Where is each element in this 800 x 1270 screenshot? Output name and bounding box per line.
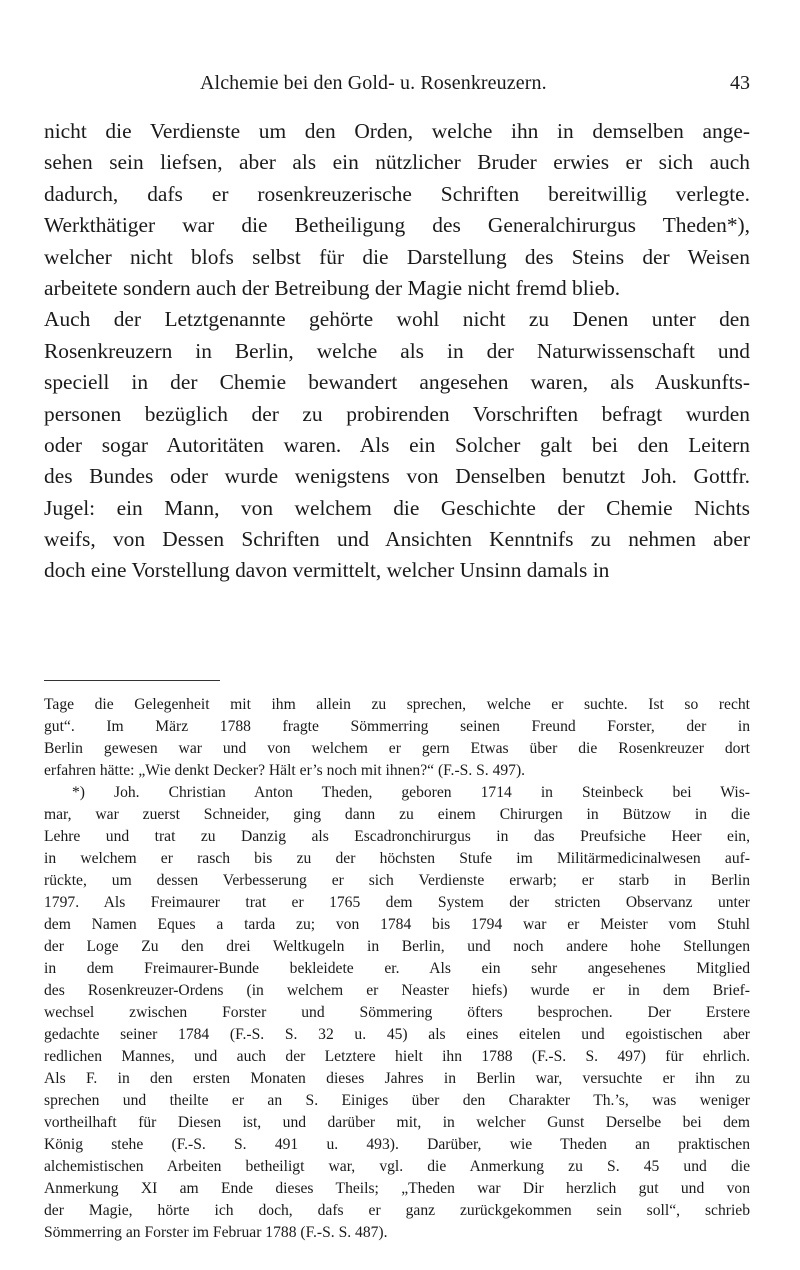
footnote-line: der Loge Zu den drei Weltkugeln in Berlin, und noch andere hohe Stellungen <box>44 938 750 955</box>
text-line: Werkthätiger war die Betheiligung des Generalchirurgus Theden*), <box>44 213 750 238</box>
footnote-line: des Rosenkreuzer-Ordens (in welchem er Neaster hiefs) wurde er in dem Brief- <box>44 982 750 999</box>
footnote-line: redlichen Mannes, und auch der Letztere hielt ihn 1788 (F.-S. S. 497) für ehrlich. <box>44 1048 750 1065</box>
footnote-line: *) Joh. Christian Anton Theden, geboren 1714 in Steinbeck bei Wis- <box>72 784 750 801</box>
footnote-line: vortheilhaft für Diesen ist, und darüber mit, in welcher Gunst Derselbe bei dem <box>44 1114 750 1131</box>
footnote-line: dem Namen Eques a tarda zu; von 1784 bis 1794 war er Meister vom Stuhl <box>44 916 750 933</box>
text-line: dadurch, dafs er rosenkreuzerische Schriften bereitwillig verlegte. <box>44 181 750 206</box>
text-line: speciell in der Chemie bewandert angesehen waren, als Auskunfts- <box>44 370 750 395</box>
footnote-line: König stehe (F.-S. S. 491 u. 493). Darüber, wie Theden an praktischen <box>44 1136 750 1153</box>
footnote-line: 1797. Als Freimaurer trat er 1765 dem System der stricten Observanz unter <box>44 894 750 911</box>
footnote-line: alchemistischen Arbeiten betheiligt war, vgl. die Anmerkung zu S. 45 und die <box>44 1158 750 1175</box>
main-text <box>44 116 750 587</box>
footnote-line: Lehre und trat zu Danzig als Escadronchirurgus in das Preufsiche Heer ein, <box>44 828 750 845</box>
footnote-line: mar, war zuerst Schneider, ging dann zu einem Chirurgen in Bützow in die <box>44 806 750 823</box>
text-line: des Bundes oder wurde wenigstens von Denselben benutzt Joh. Gottfr. <box>44 464 750 489</box>
footnote-line: sprechen und theilte er an S. Einiges über den Charakter Th.’s, was weniger <box>44 1092 750 1109</box>
text-line: Auch der Letztgenannte gehörte wohl nicht zu Denen unter den <box>44 307 750 332</box>
page-number: 43 <box>730 72 750 94</box>
footnote-separator <box>44 680 220 681</box>
footnote-line: in dem Freimaurer-Bunde bekleidete er. Als ein sehr angesehenes Mitglied <box>44 960 750 977</box>
text-line: Rosenkreuzern in Berlin, welche als in der Naturwissenschaft und <box>44 338 750 363</box>
footnote-line: wechsel zwischen Forster und Sömmering öfters besprochen. Der Erstere <box>44 1004 750 1021</box>
running-title: Alchemie bei den Gold- u. Rosenkreuzern. <box>200 72 547 94</box>
footnote-line: rückte, um dessen Verbesserung er sich Verdienste erwarb; er starb in Berlin <box>44 872 750 889</box>
text-line: oder sogar Autoritäten waren. Als ein Solcher galt bei den Leitern <box>44 432 750 457</box>
text-line: arbeitete sondern auch der Betreibung der Magie nicht fremd blieb. <box>44 275 621 300</box>
text-line: nicht die Verdienste um den Orden, welche ihn in demselben ange- <box>44 119 750 143</box>
footnotes <box>44 694 750 1244</box>
footnote-line: gut“. Im März 1788 fragte Sömmerring seinen Freund Forster, der in <box>44 718 750 735</box>
text-line: Jugel: ein Mann, von welchem die Geschichte der Chemie Nichts <box>44 495 750 520</box>
text-line: sehen sein liefsen, aber als ein nützlicher Bruder erwies er sich auch <box>44 150 750 175</box>
footnote-line: Berlin gewesen war und von welchem er gern Etwas über die Rosenkreuzer dort <box>44 740 750 757</box>
footnote-line: Als F. in den ersten Monaten dieses Jahres in Berlin war, versuchte er ihn zu <box>44 1070 750 1087</box>
text-line: personen bezüglich der zu probirenden Vorschriften befragt wurden <box>44 401 750 426</box>
footnote-line: der Magie, hörte ich doch, dafs er ganz zurückgekommen sein soll“, schrieb <box>44 1202 750 1219</box>
text-line: welcher nicht blofs selbst für die Darstellung des Steins der Weisen <box>44 244 750 269</box>
footnote-line: gedachte seiner 1784 (F.-S. S. 32 u. 45) als eines eitelen und egoistischen aber <box>44 1026 750 1043</box>
running-header <box>160 72 750 102</box>
footnote-line: Tage die Gelegenheit mit ihm allein zu sprechen, welche er suchte. Ist so recht <box>44 696 750 713</box>
text-line: doch eine Vorstellung davon vermittelt, welcher Unsinn damals in <box>44 558 610 583</box>
text-line: weifs, von Dessen Schriften und Ansichten Kenntnifs zu nehmen aber <box>44 527 750 552</box>
footnote-line: erfahren hätte: „Wie denkt Decker? Hält er’s noch mit ihnen?“ (F.-S. S. 497). <box>44 762 526 779</box>
footnote-line: Sömmerring an Forster im Februar 1788 (F.-S. S. 487). <box>44 1224 388 1241</box>
footnote-line: in welchem er rasch bis zu der höchsten Stufe im Militärmedicinalwesen auf- <box>44 850 750 867</box>
footnote-line: Anmerkung XI am Ende dieses Theils; „Theden war Dir herzlich gut und von <box>44 1180 750 1197</box>
